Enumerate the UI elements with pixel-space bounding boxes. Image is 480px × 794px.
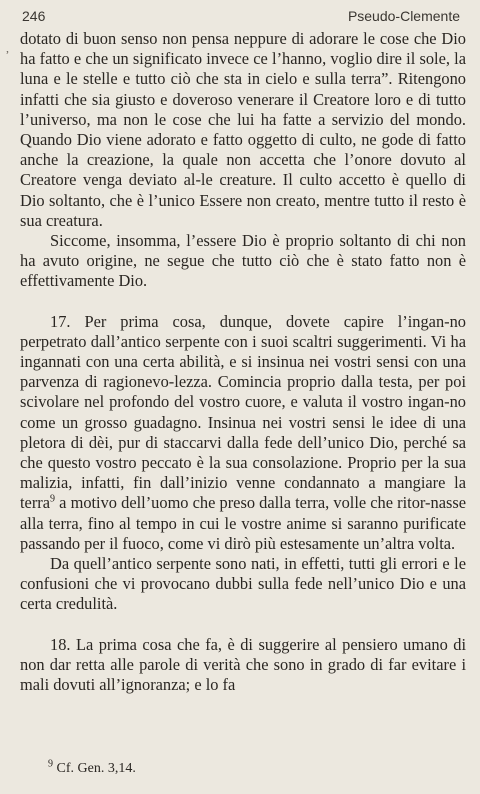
paragraph-continuation: dotato di buon senso non pensa neppure di adorare le cose che Dio ha fatto e che un significato invece ce l’hanno, voglio dire il sole, la luna e le stelle e tutto ciò che sta in cielo e sulla terra”. Ritengono infatti che sia giusto e doveroso venerare il Creatore loro e di tutto l’universo, ma non le cose che lui ha fatte a servizio del mondo. Quando Dio viene adorato e fatto oggetto di culto, ne gode di fatto anche la creazione, la quale non accetta che l’onore dovuto al Creatore venga deviato al-le creature. Il culto accetto è quello di Dio soltanto, che è l’unico Essere non creato, mentre tutto il resto è sua creatura. xyxy=(20,29,466,230)
margin-mark: , xyxy=(6,41,9,55)
paragraph: Siccome, insomma, l’essere Dio è proprio soltanto di chi non ha avuto origine, ne segue che tutto ciò che è stato fatto non è effettivamente Dio. xyxy=(20,231,466,291)
footnote xyxy=(48,758,136,777)
footnote-number: 9 xyxy=(48,758,53,770)
page-number: 246 xyxy=(22,8,46,24)
paragraph: Da quell’antico serpente sono nati, in effetti, tutti gli errori e le confusioni che vi provocano dubbi sulla fede nell’unico Dio e una certa credulità. xyxy=(20,554,466,614)
footnote-reference: 9 xyxy=(50,494,56,505)
footnote-text: Cf. Gen. 3,14. xyxy=(56,761,136,776)
paragraph-text: 17. Per prima cosa, dunque, dovete capire l’ingan-no perpetrato dall’antico serpente con i suoi scaltri suggerimenti. Vi ha ingannati con una certa abilità, e si insinua nei vostri sensi con una parvenza di ragionevo-lezza. Comincia proprio dalla testa, per poi scivolare nel profondo del vostro cuore, e valuta il vostro ingan-no come un grosso guadagno. Insinua nei vostri sensi le idee di una pletora di dèi, pur di staccarvi dalla fede dell’unico Dio, perché sa che questo vostro peccato è la sua consolazione. Proprio per la sua malizia, infatti, fin dall’inizio venne condannato a mangiare la terra xyxy=(20,311,466,513)
body-text xyxy=(20,29,466,695)
page-header xyxy=(22,8,460,28)
running-head: Pseudo-Clemente xyxy=(347,8,460,24)
paragraph-section-18: 18. La prima cosa che fa, è di suggerire al pensiero umano di non dar retta alle parole di verità che sono in grado di far evitare i mali dovuti all’ignoranza; e lo fa xyxy=(20,634,466,695)
paragraph-text: a motivo dell’uomo che preso dalla terra, volle che ritor-nasse alla terra, fino al tempo in cui le vostre anime si saranno purificate passando per il fuoco, come vi dirò più estesamente un’altra volta. xyxy=(20,493,466,553)
section-gap xyxy=(20,615,466,635)
section-gap xyxy=(20,292,466,312)
paragraph-section-17 xyxy=(20,312,466,554)
